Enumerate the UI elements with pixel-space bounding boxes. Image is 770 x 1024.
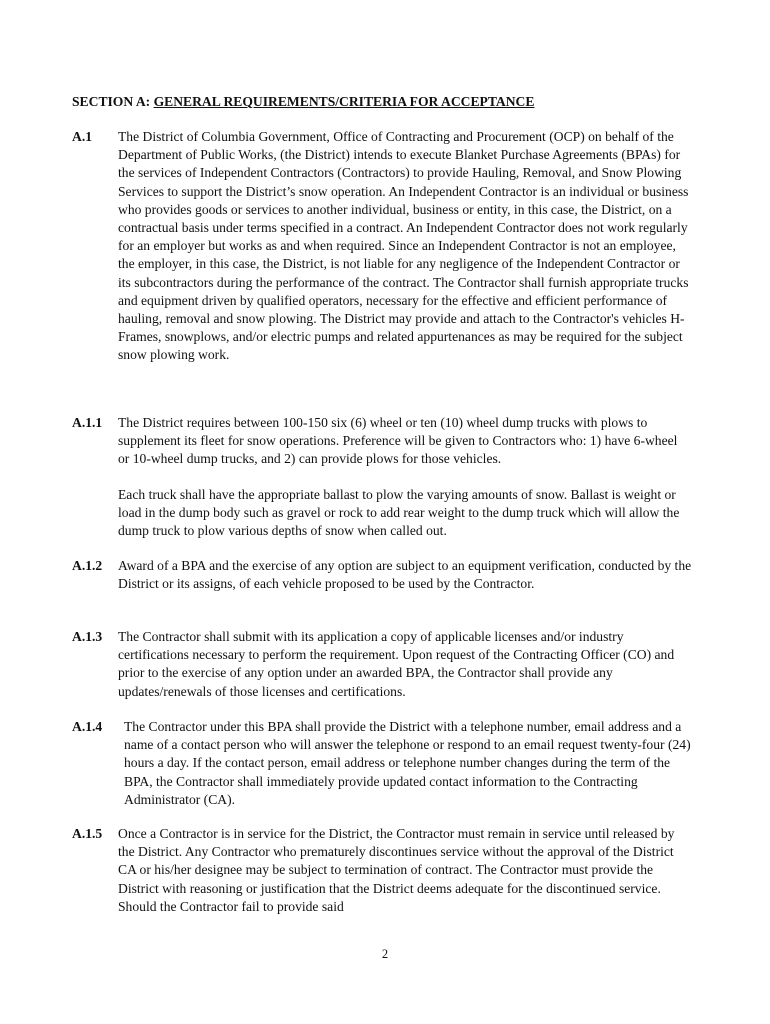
paragraph-number: A.1.1 [72,415,103,430]
section-heading [72,93,534,111]
paragraph-a1-1-continuation: Each truck shall have the appropriate ballast to plow the varying amounts of snow. Ballast is weight or load in the dump body such as gravel or rock to add rear weight to the dump truck which will allow the dump truck to plow various depths of snow when called out. [118,487,680,539]
paragraph-number: A.1 [72,129,93,144]
paragraph-a1-3 [72,628,692,701]
paragraph-a1-5 [72,825,692,916]
paragraph-number: A.1.3 [72,629,103,644]
section-prefix: SECTION A: [72,94,154,109]
paragraph-a1 [72,128,692,365]
paragraph-text: Once a Contractor is in service for the District, the Contractor must remain in service until released by the District. Any Contractor who prematurely discontinues service without the approval of the District CA or his/her designee may be subject to termination of contract. The Contractor must provide the District with reasoning or justification that the District deems adequate for the discontinued service. Should the Contractor fail to provide said [118,826,675,914]
paragraph-number: A.1.2 [72,558,103,573]
paragraph-text: The District of Columbia Government, Office of Contracting and Procurement (OCP) on behalf of the Department of Public Works, (the District) intends to execute Blanket Purchase Agreements (BPAs) for the services of Independent Contractors (Contractors) to provide Hauling, Removal, and Snow Plowing Services to support the District’s snow operation. An Independent Contractor is an individual or business who provides goods or services to another individual, business or entity, in this case, the District, on a contractual basis under terms specified in a contract. An Independent Contractor does not work regularly for an employer but works as and when required. Since an Independent Contractor is not an employee, the employer, in this case, the District, is not liable for any negligence of the Independent Contractor or its subcontractors during the performance of the contract. The Contractor shall furnish appropriate trucks and equipment driven by qualified operators, necessary for the effective and efficient performance of hauling, removal and snow plowing. The District may provide and attach to the Contractor's vehicles H-Frames, snowplows, and/or electric pumps and related appurtenances as may be required for the subject snow plowing work. [118,129,689,363]
paragraph-text: The Contractor shall submit with its application a copy of applicable licenses and/or industry certifications necessary to perform the requirement. Upon request of the Contracting Officer (CO) and prior to the exercise of any option under an awarded BPA, the Contractor shall provide any updates/renewals of those licenses and certifications. [118,629,675,699]
page-number: 2 [381,947,389,961]
paragraph-number: A.1.4 [72,719,103,734]
paragraph-a1-2 [72,557,692,593]
paragraph-text: The Contractor under this BPA shall provide the District with a telephone number, email address and a name of a contact person who will answer the telephone or respond to an email request twenty-four (24) hours a day. If the contact person, email address or telephone number changes during the term of the BPA, the Contractor shall immediately provide updated contact information to the Contracting Administrator (CA). [124,719,691,807]
paragraph-a1-1 [72,414,692,469]
section-title: GENERAL REQUIREMENTS/CRITERIA FOR ACCEPTANCE [153,94,535,109]
paragraph-text: The District requires between 100-150 six (6) wheel or ten (10) wheel dump trucks with plows to supplement its fleet for snow operations. Preference will be given to Contractors who: 1) have 6-wheel or 10-wheel dump trucks, and 2) can provide plows for those vehicles. [118,415,678,467]
paragraph-number: A.1.5 [72,826,103,841]
paragraph-a1-4 [72,718,692,809]
paragraph-text: Award of a BPA and the exercise of any option are subject to an equipment verification, conducted by the District or its assigns, of each vehicle proposed to be used by the Contractor. [118,558,692,592]
